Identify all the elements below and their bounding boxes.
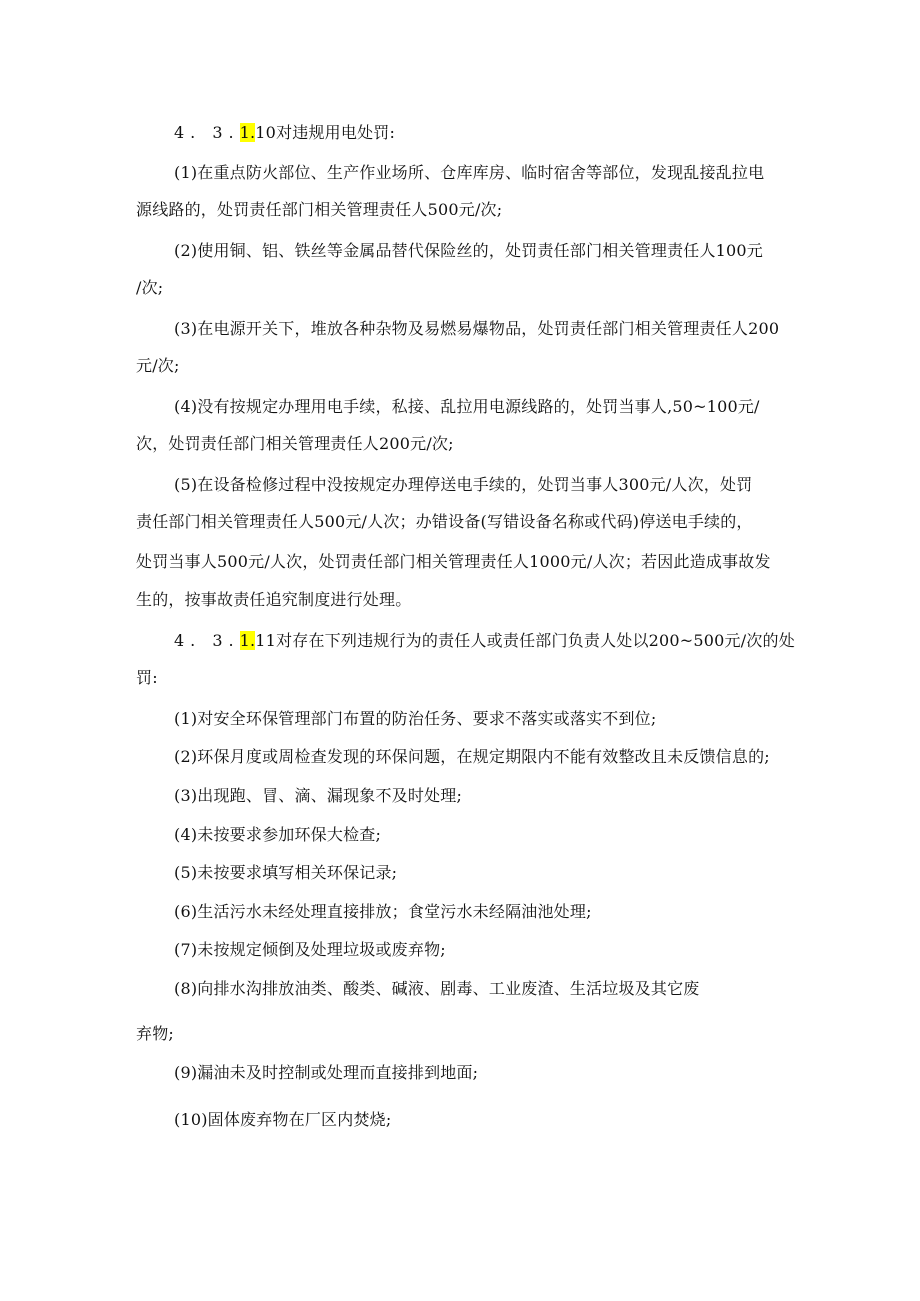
section-title: 对存在下列违规行为的责任人或责任部门负责人处以200~500元/次的处 <box>276 631 795 650</box>
paragraph-line: (5)在设备检修过程中没按规定办理停送电手续的，处罚当事人300元/人次，处罚 <box>174 475 753 494</box>
section-number-prefix: 4. 3. <box>174 631 240 650</box>
paragraph-line: 元/次; <box>136 356 180 375</box>
list-item: (6)生活污水未经处理直接排放；食堂污水未经隔油池处理; <box>174 902 592 921</box>
paragraph-line: 生的，按事故责任追究制度进行处理。 <box>136 590 412 609</box>
paragraph-line: /次; <box>136 278 164 297</box>
paragraph-line: (4)没有按规定办理用电手续，私接、乱拉用电源线路的，处罚当事人,50~100元/ <box>174 397 760 416</box>
highlighted-number: 1. <box>239 631 256 650</box>
list-item: (4)未按要求参加环保大检查; <box>174 825 382 844</box>
section-heading-4-3-1-10 <box>174 122 395 144</box>
paragraph-line: (3)在电源开关下，堆放各种杂物及易燃易爆物品，处罚责任部门相关管理责任人200 <box>174 319 780 338</box>
section-number-prefix: 4. 3. <box>174 123 240 142</box>
paragraph-line: 罚: <box>136 668 158 687</box>
list-item: (9)漏油未及时控制或处理而直接排到地面; <box>174 1063 479 1082</box>
section-number-suffix: 10 <box>255 123 277 142</box>
section-heading-4-3-1-11 <box>174 630 795 652</box>
paragraph-line: 源线路的，处罚责任部门相关管理责任人500元/次; <box>136 200 503 219</box>
list-item: (5)未按要求填写相关环保记录; <box>174 863 398 882</box>
list-item: (7)未按规定倾倒及处理垃圾或废弃物; <box>174 940 446 959</box>
paragraph-line: 处罚当事人500元/人次，处罚责任部门相关管理责任人1000元/人次；若因此造成事故发 <box>136 552 771 571</box>
paragraph-line: 责任部门相关管理责任人500元/人次；办错设备(写错设备名称或代码)停送电手续的， <box>136 512 753 531</box>
list-item: (10)固体废弃物在厂区内焚烧; <box>174 1110 392 1129</box>
paragraph-line: (2)使用铜、铝、铁丝等金属品替代保险丝的，处罚责任部门相关管理责任人100元 <box>174 241 764 260</box>
highlighted-number: 1. <box>239 123 256 142</box>
list-item-continuation: 弃物; <box>136 1024 174 1043</box>
list-item: (8)向排水沟排放油类、酸类、碱液、剧毒、工业废渣、生活垃圾及其它废 <box>174 979 700 998</box>
list-item: (2)环保月度或周检查发现的环保问题，在规定期限内不能有效整改且未反馈信息的; <box>174 747 770 766</box>
paragraph-line: 次，处罚责任部门相关管理责任人200元/次; <box>136 434 454 453</box>
section-number-suffix: 11 <box>255 631 277 650</box>
list-item: (3)出现跑、冒、滴、漏现象不及时处理; <box>174 786 463 805</box>
section-title: 对违规用电处罚: <box>276 123 396 142</box>
paragraph-line: (1)在重点防火部位、生产作业场所、仓库库房、临时宿舍等部位，发现乱接乱拉电 <box>174 163 765 182</box>
list-item: (1)对安全环保管理部门布置的防治任务、要求不落实或落实不到位; <box>174 709 657 728</box>
